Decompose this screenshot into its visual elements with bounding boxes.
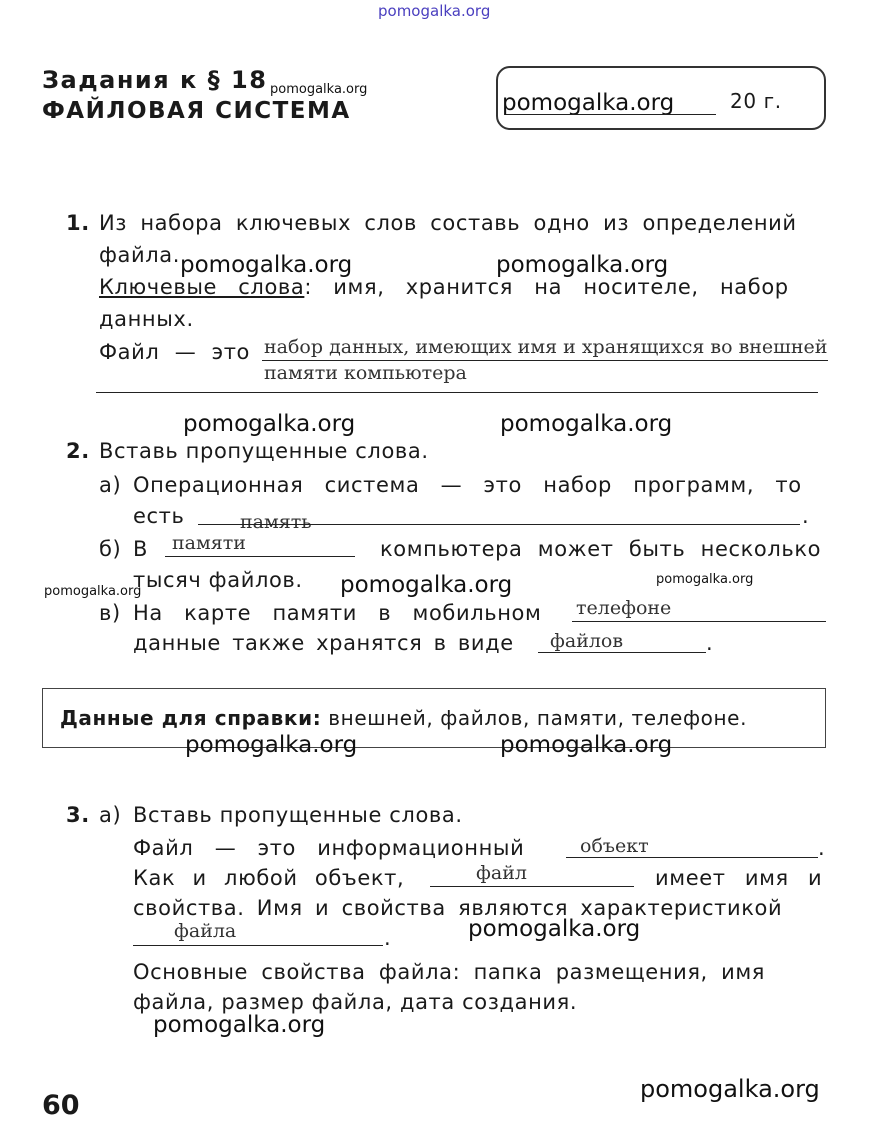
section-title: ФАЙЛОВАЯ СИСТЕМА <box>42 98 351 124</box>
watermark: pomogalka.org <box>500 732 673 758</box>
task3-text: Файл — это информационный <box>133 836 525 860</box>
watermark: pomogalka.org <box>500 411 673 437</box>
period: . <box>802 504 810 528</box>
answer-line <box>430 886 634 887</box>
answer-line <box>198 524 800 525</box>
task3-intro: Вставь пропущенные слова. <box>133 803 463 827</box>
task2-b-label: б) <box>99 537 122 561</box>
task1-number: 1. <box>66 211 90 235</box>
task2-b-text: тысяч файлов. <box>133 568 303 592</box>
task2-b-text: компьютера может быть несколько <box>380 537 822 561</box>
keywords-text: : имя, хранится на носителе, набор <box>304 275 789 299</box>
task3-number: 3. <box>66 803 90 827</box>
watermark: pomogalka.org <box>185 732 358 758</box>
watermark: pomogalka.org <box>270 82 368 97</box>
answer-line <box>96 392 818 393</box>
watermark: pomogalka.org <box>496 252 669 278</box>
answer-field[interactable]: объект <box>580 835 649 857</box>
answer-field[interactable]: памяти <box>172 532 246 554</box>
task2-a-text: есть <box>133 504 185 528</box>
task3-text: файла, размер файла, дата создания. <box>133 990 578 1014</box>
watermark: pomogalka.org <box>502 90 675 116</box>
watermark: pomogalka.org <box>468 916 641 942</box>
answer-field[interactable]: памяти компьютера <box>264 362 467 384</box>
task3-text: имеет имя и <box>655 866 823 890</box>
keywords-text: данных. <box>99 307 194 331</box>
watermark: pomogalka.org <box>340 572 513 598</box>
watermark: pomogalka.org <box>183 411 356 437</box>
answer-field[interactable]: файла <box>174 920 237 942</box>
answer-field[interactable]: файл <box>476 862 527 884</box>
page-number: 60 <box>42 1090 80 1121</box>
definition-prefix: Файл — это <box>99 340 250 364</box>
reference-words: внешней, файлов, памяти, телефоне. <box>328 706 748 730</box>
task2-v-text: На карте памяти в мобильном <box>133 601 542 625</box>
task2-number: 2. <box>66 439 90 463</box>
answer-field[interactable]: файлов <box>550 630 624 652</box>
task2-a-text: Операционная система — это набор программ, то <box>133 473 802 497</box>
reference-text <box>60 706 747 730</box>
answer-line <box>262 360 828 361</box>
answer-field[interactable]: телефоне <box>576 597 672 619</box>
task3-text: Основные свойства файла: папка размещения, имя <box>133 960 766 984</box>
date-year-label: 20 г. <box>730 89 782 113</box>
keywords-line <box>99 275 789 299</box>
watermark: pomogalka.org <box>640 1075 820 1103</box>
period: . <box>818 836 826 860</box>
task2-intro: Вставь пропущенные слова. <box>99 439 429 463</box>
watermark-top: pomogalka.org <box>378 2 491 20</box>
watermark: pomogalka.org <box>656 572 754 587</box>
task2-a-label: а) <box>99 473 122 497</box>
answer-line <box>133 945 383 946</box>
task1-text: Из набора ключевых слов составь одно из определений <box>99 211 797 235</box>
answer-line <box>165 556 355 557</box>
watermark: pomogalka.org <box>153 1012 326 1038</box>
keywords-label: Ключевые слова <box>99 275 305 299</box>
period: . <box>706 631 714 655</box>
task1-text: файла. <box>99 243 181 267</box>
period: . <box>384 926 392 950</box>
answer-field[interactable]: память <box>240 511 312 533</box>
answer-line <box>572 621 826 622</box>
page-title: Задания к § 18 <box>42 66 268 94</box>
answer-field[interactable]: набор данных, имеющих имя и хранящихся во внешней <box>264 336 828 358</box>
task2-v-text: данные также хранятся в виде <box>133 631 514 655</box>
answer-line <box>538 652 706 653</box>
task3-text: свойства. Имя и свойства являются характеристикой <box>133 896 783 920</box>
watermark: pomogalka.org <box>180 252 353 278</box>
watermark: pomogalka.org <box>44 584 142 599</box>
answer-line <box>566 857 818 858</box>
task3-a-label: а) <box>99 803 122 827</box>
reference-label: Данные для справки: <box>60 706 322 730</box>
task3-text: Как и любой объект, <box>133 866 405 890</box>
task2-v-label: в) <box>99 601 121 625</box>
task2-b-text: В <box>133 537 149 561</box>
date-line <box>506 114 716 115</box>
